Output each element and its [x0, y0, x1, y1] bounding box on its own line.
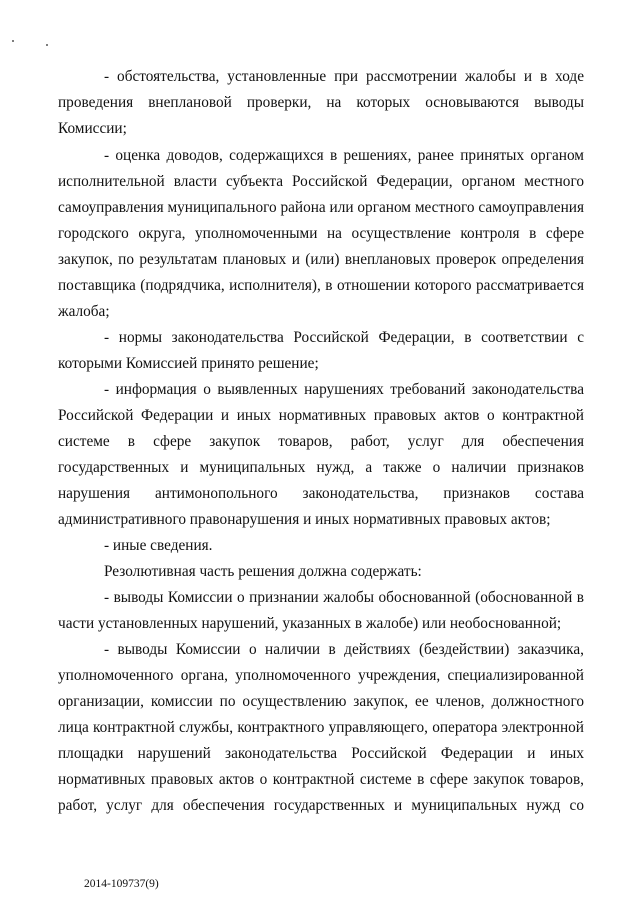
text-line: лица контрактной службы, контрактного управляющего, оператора электронной	[58, 719, 584, 736]
text-line: самоуправления муниципального района или органом местного самоуправления	[58, 199, 584, 216]
text-line: нарушения антимонопольного законодательства, признаков состава	[58, 485, 584, 502]
text-line: площадки нарушений законодательства Российской Федерации и иных	[58, 745, 584, 762]
text-line: Российской Федерации и иных нормативных правовых актов о контрактной	[58, 407, 584, 424]
text-line: работ, услуг для обеспечения государственных и муниципальных нужд со	[58, 797, 584, 814]
scan-speck	[12, 40, 14, 42]
text-line: Резолютивная часть решения должна содержать:	[104, 563, 422, 580]
text-line: организации, комиссии по осуществлению закупок, ее членов, должностного	[58, 693, 584, 710]
text-line: государственных и муниципальных нужд, а также о наличии признаков	[58, 459, 584, 476]
text-line: - информация о выявленных нарушениях требований законодательства	[104, 381, 584, 398]
text-line: уполномоченного органа, уполномоченного учреждения, специализированной	[58, 667, 584, 684]
scan-speck	[46, 44, 48, 46]
text-line: нормативных правовых актов о контрактной системе в сфере закупок товаров,	[58, 771, 584, 788]
text-line: системе в сфере закупок товаров, работ, услуг для обеспечения	[58, 433, 584, 450]
text-line: проведения внеплановой проверки, на которых основываются выводы	[58, 94, 584, 111]
text-line: - выводы Комиссии о наличии в действиях (бездействии) заказчика,	[104, 641, 584, 658]
text-line: - выводы Комиссии о признании жалобы обоснованной (обоснованной в	[104, 589, 584, 606]
text-line: - иные сведения.	[104, 537, 213, 554]
text-line: Комиссии;	[58, 120, 127, 137]
text-line: - обстоятельства, установленные при рассмотрении жалобы и в ходе	[104, 68, 584, 85]
document-footer-code: 2014-109737(9)	[84, 878, 159, 890]
text-line: которыми Комиссией принято решение;	[58, 355, 319, 372]
text-line: исполнительной власти субъекта Российской Федерации, органом местного	[58, 173, 584, 190]
text-line: городского округа, уполномоченными на осуществление контроля в сфере	[58, 225, 584, 242]
text-line: закупок, по результатам плановых и (или) внеплановых проверок определения	[58, 251, 584, 268]
text-line: - нормы законодательства Российской Федерации, в соответствии с	[104, 329, 584, 346]
text-line: части установленных нарушений, указанных в жалобе) или необоснованной;	[58, 615, 562, 632]
text-line: - оценка доводов, содержащихся в решениях, ранее принятых органом	[104, 147, 584, 164]
text-line: жалоба;	[58, 303, 110, 320]
text-line: поставщика (подрядчика, исполнителя), в отношении которого рассматривается	[58, 277, 584, 294]
text-line: административного правонарушения и иных нормативных правовых актов;	[58, 511, 551, 528]
